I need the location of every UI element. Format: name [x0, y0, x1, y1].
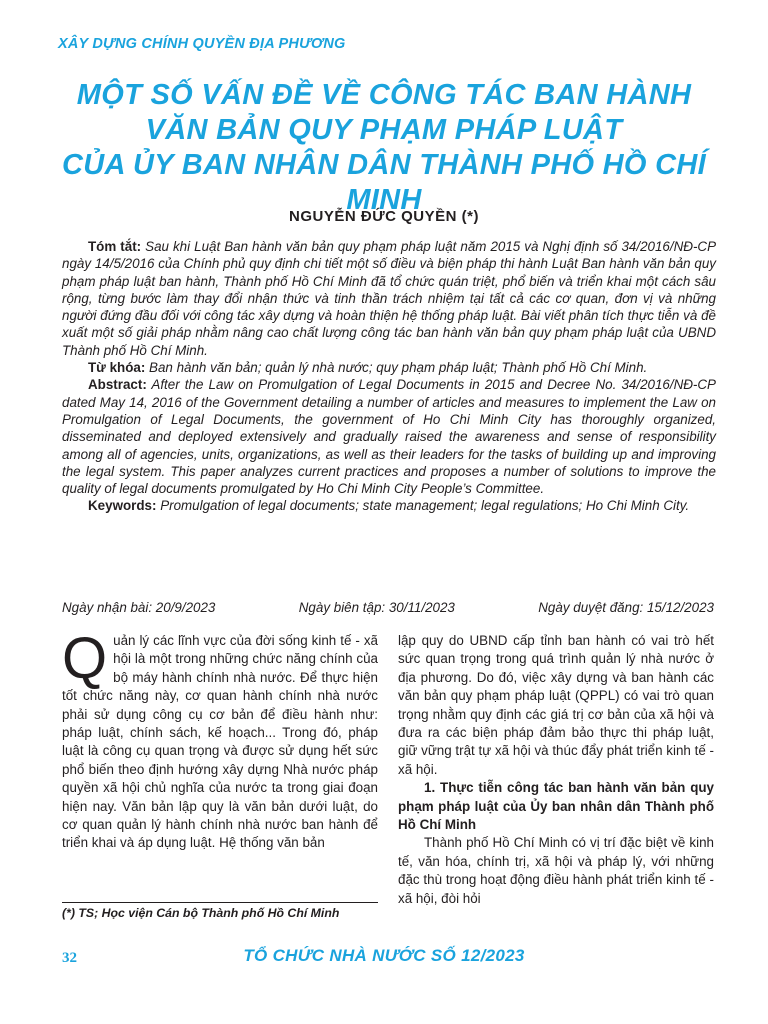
publication-dates	[62, 600, 714, 615]
summary-label: Tóm tắt:	[88, 239, 142, 254]
footnote-divider	[62, 902, 378, 903]
article-title	[40, 78, 728, 218]
abstract-block	[62, 238, 716, 515]
keywords-vi-text: Ban hành văn bản; quản lý nhà nước; quy phạm pháp luật; Thành phố Hồ Chí Minh.	[145, 360, 648, 376]
summary-paragraph	[62, 238, 716, 359]
summary-text: Sau khi Luật Ban hành văn bản quy phạm pháp luật năm 2015 và Nghị định số 34/2016/NĐ-CP ngày 14/5/2016 của Chính phủ quy định chi tiết một số điều và biện pháp thi hành Luật Ban hành văn bản quy phạm pháp luật ban hành, Thành phố Hồ Chí Minh đã tổ chức quán triệt, phổ biến và triển khai một cách sâu rộng, từng bước làm thay đổi nhận thức và tinh thần trách nhiệm tại tất cả các cơ quan, đơn vị và những người đứng đầu đối với công tác xây dựng và hoàn thiện hệ thống pháp luật. Bài viết phân tích thực tiễn và đề xuất một số giải pháp nhằm nâng cao chất lượng công tác ban hành văn bản quy phạm pháp luật của UBND Thành phố Hồ Chí Minh.	[62, 239, 717, 358]
drop-cap: Q	[62, 626, 108, 691]
title-line: VĂN BẢN QUY PHẠM PHÁP LUẬT	[145, 114, 623, 146]
date-received: Ngày nhận bài: 20/9/2023	[62, 600, 216, 615]
intro-text: uản lý các lĩnh vực của đời sống kinh tế - xã hội là một trong những chức năng chính của bộ máy hành chính nhà nước. Để thực hiện tốt chức năng này, cơ quan hành chính nhà nước phải sử dụng công cụ cơ bản để điều hành như: pháp luật, chính sách, kế hoạch... Trong đó, pháp luật là công cụ quan trọng và được sử dụng hết sức phổ biến theo định hướng xây dựng Nhà nước pháp quyền xã hội chủ nghĩa của nước ta trong giai đoạn hiện nay. Văn bản lập quy là văn bản dưới luật, do cơ quan quản lý hành chính nhà nước ban hành để triển khai và áp dụng luật. Hệ thống văn bản	[62, 633, 378, 851]
page-number: 32	[62, 950, 77, 966]
abstract-label: Abstract:	[88, 377, 147, 393]
body-paragraph: Thành phố Hồ Chí Minh có vị trí đặc biệt về kinh tế, văn hóa, chính trị, xã hội và pháp lý, với những đặc thù trong hoạt động điều hành phát triển kinh tế - xã hội, đòi hỏi	[398, 835, 714, 906]
title-line: MỘT SỐ VẤN ĐỀ VỀ CÔNG TÁC BAN HÀNH	[76, 79, 692, 111]
body-column-left	[62, 626, 378, 853]
keywords-en-text: Promulgation of legal documents; state management; legal regulations; Ho Chi Minh City.	[156, 498, 690, 514]
section-label: XÂY DỰNG CHÍNH QUYỀN ĐỊA PHƯƠNG	[58, 36, 346, 52]
body-paragraph: lập quy do UBND cấp tỉnh ban hành có vai trò hết sức quan trọng trong quá trình quản lý nhà nước ở địa phương. Do đó, việc xây dựng và ban hành các văn bản quy phạm pháp luật (QPPL) có vai trò quan trọng nhằm quy định các giá trị cơ bản của xã hội và đưa ra các biện pháp đảm bảo thực thi pháp luật, giữ vững trật tự xã hội và thúc đẩy phát triển kinh tế - xã hội.	[398, 633, 714, 777]
date-edited: Ngày biên tập: 30/11/2023	[298, 600, 455, 615]
keywords-en-paragraph	[62, 497, 716, 514]
author-footnote: (*) TS; Học viện Cán bộ Thành phố Hồ Chí Minh	[62, 906, 340, 920]
title-line: CỦA ỦY BAN NHÂN DÂN THÀNH PHỐ HỒ CHÍ MINH	[62, 149, 706, 216]
body-column-right	[398, 632, 714, 908]
author-name: NGUYỄN ĐỨC QUYỀN (*)	[289, 208, 479, 225]
keywords-en-label: Keywords:	[88, 498, 157, 514]
keywords-vi-paragraph	[62, 359, 716, 376]
abstract-text: After the Law on Promulgation of Legal Documents in 2015 and Decree No. 34/2016/NĐ-CP dated May 14, 2016 of the Government detailing a number of articles and measures to implement the Law on Promulgation of Legal Documents, the government of Ho Chi Minh City has thoroughly organized, disseminated and deployed extensively and gradually raised the awareness and sense of responsibility among all of agencies, units, organizations, as well as their leaders for the tasks of building up and improving the legal system. This paper analyzes current practices and proposes a number of solutions to improve the quality of legal documents promulgated by Ho Chi Minh City People’s Committee.	[62, 377, 716, 497]
abstract-paragraph	[62, 376, 716, 497]
keywords-vi-label: Từ khóa:	[88, 360, 146, 376]
journal-footer: TỔ CHỨC NHÀ NƯỚC SỐ 12/2023	[243, 946, 525, 965]
section-heading-1: 1. Thực tiễn công tác ban hành văn bản quy phạm pháp luật của Ủy ban nhân dân Thành phố Hồ Chí Minh	[398, 780, 714, 833]
intro-paragraph	[62, 626, 378, 853]
date-approved: Ngày duyệt đăng: 15/12/2023	[538, 600, 714, 615]
